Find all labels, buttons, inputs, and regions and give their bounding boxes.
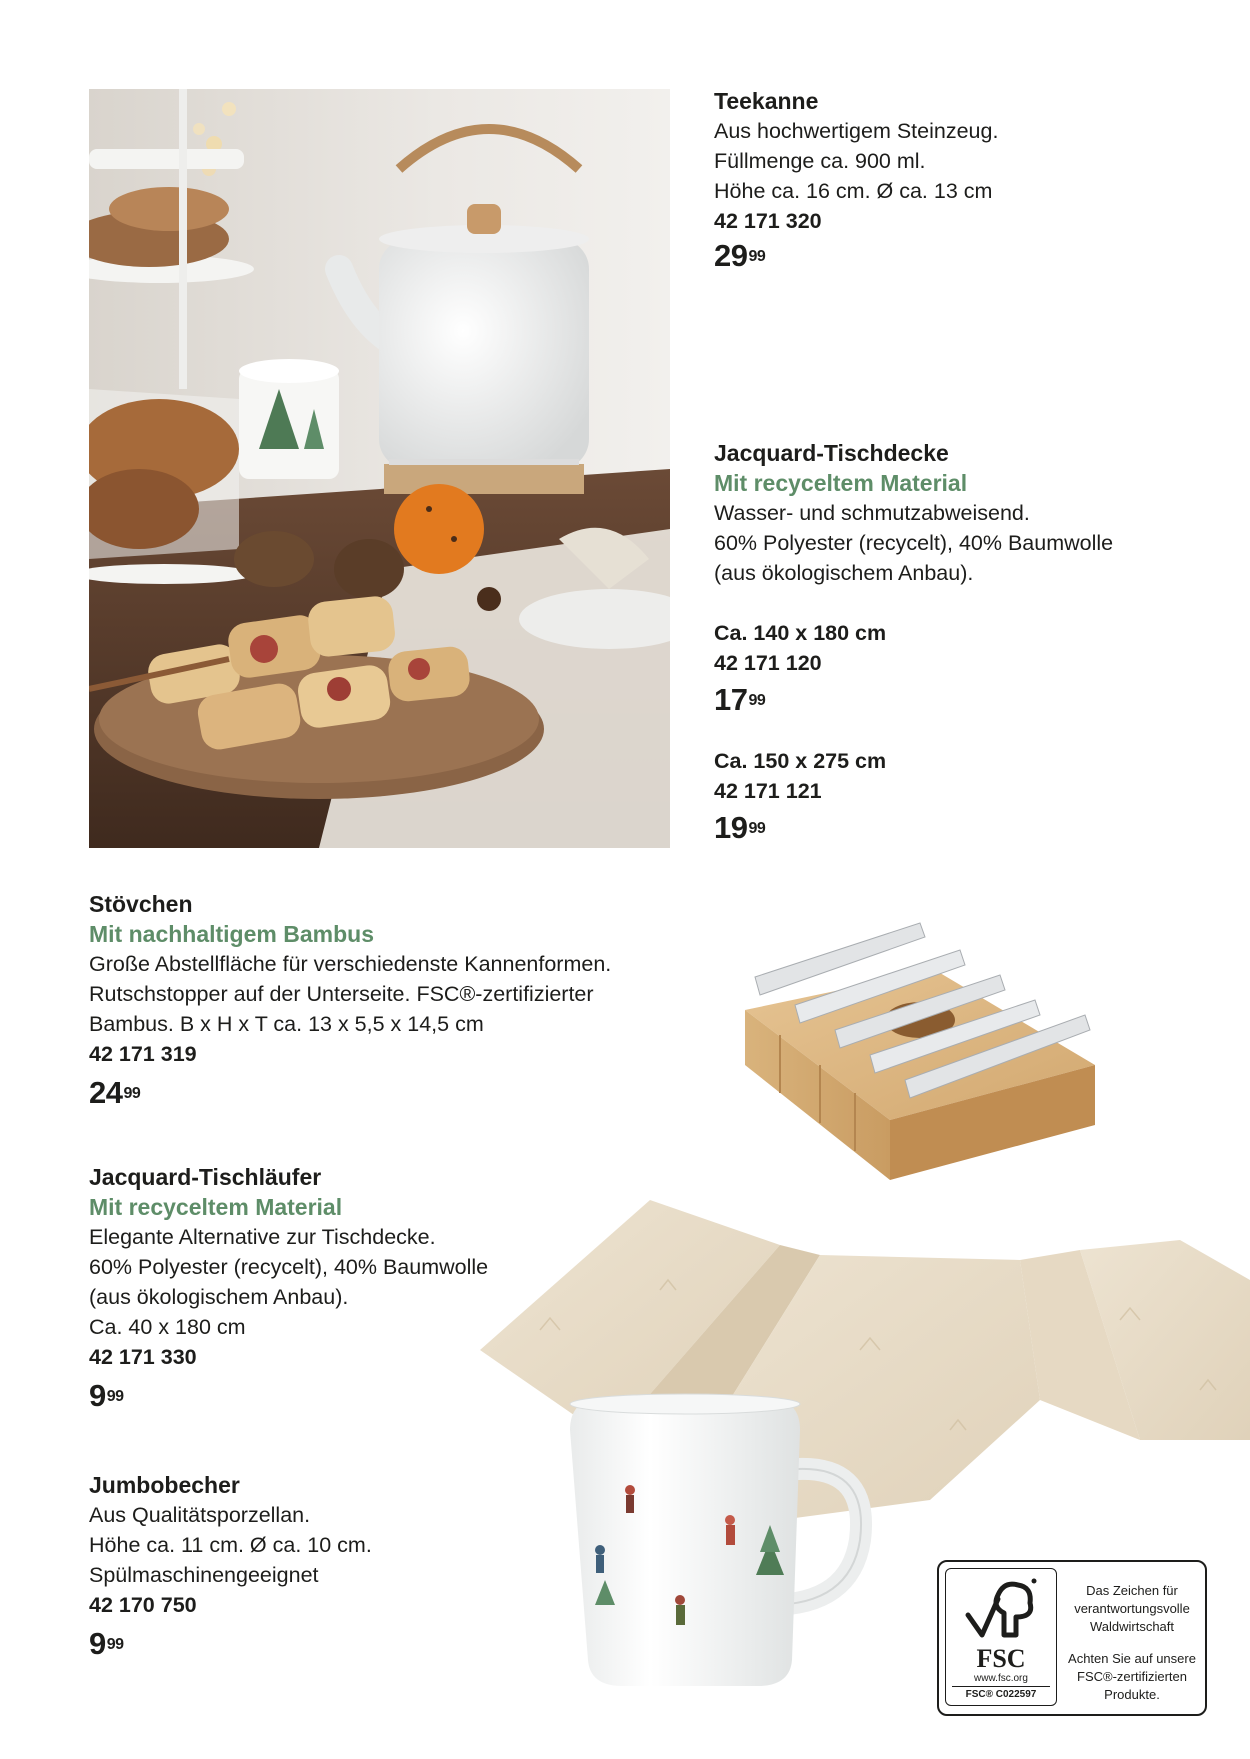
- price-cents: 99: [123, 1085, 141, 1102]
- price-main: 9: [89, 1626, 106, 1661]
- price: [89, 1626, 549, 1662]
- product-name: Jacquard-Tischläufer: [89, 1164, 322, 1190]
- price-cents: 99: [106, 1388, 124, 1405]
- product-desc-line: Ca. 40 x 180 cm: [89, 1315, 246, 1339]
- fsc-text-line: Waldwirtschaft: [1089, 1619, 1175, 1634]
- product-desc-line: Große Abstellfläche für verschiedenste Kannenformen.: [89, 952, 612, 976]
- product-name: Jumbobecher: [89, 1472, 240, 1498]
- product-desc-line: Höhe ca. 11 cm. Ø ca. 10 cm.: [89, 1533, 372, 1557]
- price: [714, 238, 1250, 274]
- product-desc-line: Wasser- und schmutzabweisend.: [714, 501, 1030, 525]
- product-subtitle: Mit recyceltem Material: [89, 1194, 343, 1220]
- fsc-divider: [952, 1686, 1050, 1687]
- article-number: 42 171 330: [89, 1345, 197, 1369]
- article-number: 42 171 120: [714, 651, 822, 675]
- fsc-url: www.fsc.org: [974, 1673, 1028, 1684]
- fsc-logo-text: FSC: [976, 1644, 1026, 1673]
- product-tischdecke: [714, 438, 1250, 846]
- product-desc-line: Bambus. B x H x T ca. 13 x 5,5 x 14,5 cm: [89, 1012, 484, 1036]
- product-subtitle: Mit nachhaltigem Bambus: [89, 921, 374, 947]
- product-desc-line: 60% Polyester (recycelt), 40% Baumwolle: [89, 1255, 489, 1279]
- price-main: 19: [714, 810, 748, 845]
- mug-photo: [560, 1390, 880, 1690]
- price: [714, 810, 1250, 846]
- price-main: 9: [89, 1378, 106, 1413]
- stoevchen-photo: [740, 915, 1110, 1195]
- fsc-info-box: [937, 1560, 1207, 1716]
- product-desc-line: Spülmaschinengeeignet: [89, 1563, 319, 1587]
- variant-size: Ca. 140 x 180 cm: [714, 621, 887, 645]
- product-desc-line: Elegante Alternative zur Tischdecke.: [89, 1225, 436, 1249]
- fsc-license: FSC® C022597: [965, 1689, 1037, 1700]
- price-main: 29: [714, 238, 748, 273]
- lifestyle-photo: [89, 89, 670, 848]
- product-teekanne: [714, 86, 1250, 274]
- table-scene-image: [89, 89, 670, 848]
- product-subtitle: Mit recyceltem Material: [714, 470, 968, 496]
- product-desc-line: Füllmenge ca. 900 ml.: [714, 149, 926, 173]
- variant-size: Ca. 150 x 275 cm: [714, 749, 887, 773]
- product-name: Jacquard-Tischdecke: [714, 440, 949, 466]
- fsc-text-line: Achten Sie auf unsere: [1068, 1651, 1196, 1666]
- fsc-statement: [1063, 1582, 1201, 1704]
- price-main: 17: [714, 682, 748, 717]
- variant: [714, 618, 1250, 718]
- article-number: 42 171 121: [714, 779, 822, 803]
- fsc-logo-box: [945, 1568, 1057, 1706]
- variant: [714, 746, 1250, 846]
- price: [714, 682, 1250, 718]
- fsc-text-line: verantwortungsvolle: [1074, 1601, 1190, 1616]
- fsc-text-line: FSC®-zertifizierten: [1077, 1669, 1187, 1684]
- product-desc-line: Höhe ca. 16 cm. Ø ca. 13 cm: [714, 179, 993, 203]
- fsc-text-line: Das Zeichen für: [1086, 1583, 1178, 1598]
- product-jumbobecher: [89, 1470, 549, 1662]
- price-cents: 99: [106, 1636, 124, 1653]
- product-desc-line: (aus ökologischem Anbau).: [714, 561, 974, 585]
- price-main: 24: [89, 1075, 123, 1110]
- article-number: 42 171 319: [89, 1042, 197, 1066]
- fsc-tree-checkmark-icon: [964, 1577, 1038, 1645]
- article-number: 42 170 750: [89, 1593, 197, 1617]
- product-name: Stövchen: [89, 891, 193, 917]
- article-number: 42 171 320: [714, 209, 822, 233]
- price: [89, 1075, 689, 1111]
- product-desc-line: (aus ökologischem Anbau).: [89, 1285, 349, 1309]
- winter-mug-image: [560, 1390, 880, 1690]
- price-cents: 99: [748, 820, 766, 837]
- product-desc-line: Rutschstopper auf der Unterseite. FSC®-zertifizierter: [89, 982, 594, 1006]
- product-stoevchen: [89, 889, 689, 1111]
- product-desc-line: Aus hochwertigem Steinzeug.: [714, 119, 999, 143]
- price-cents: 99: [748, 692, 766, 709]
- fsc-text-line: Produkte.: [1104, 1687, 1160, 1702]
- product-name: Teekanne: [714, 88, 819, 114]
- price-cents: 99: [748, 248, 766, 265]
- product-desc-line: Aus Qualitätsporzellan.: [89, 1503, 311, 1527]
- product-tischlaeufer: [89, 1162, 649, 1414]
- bamboo-warmer-image: [740, 915, 1110, 1195]
- product-desc-line: 60% Polyester (recycelt), 40% Baumwolle: [714, 531, 1114, 555]
